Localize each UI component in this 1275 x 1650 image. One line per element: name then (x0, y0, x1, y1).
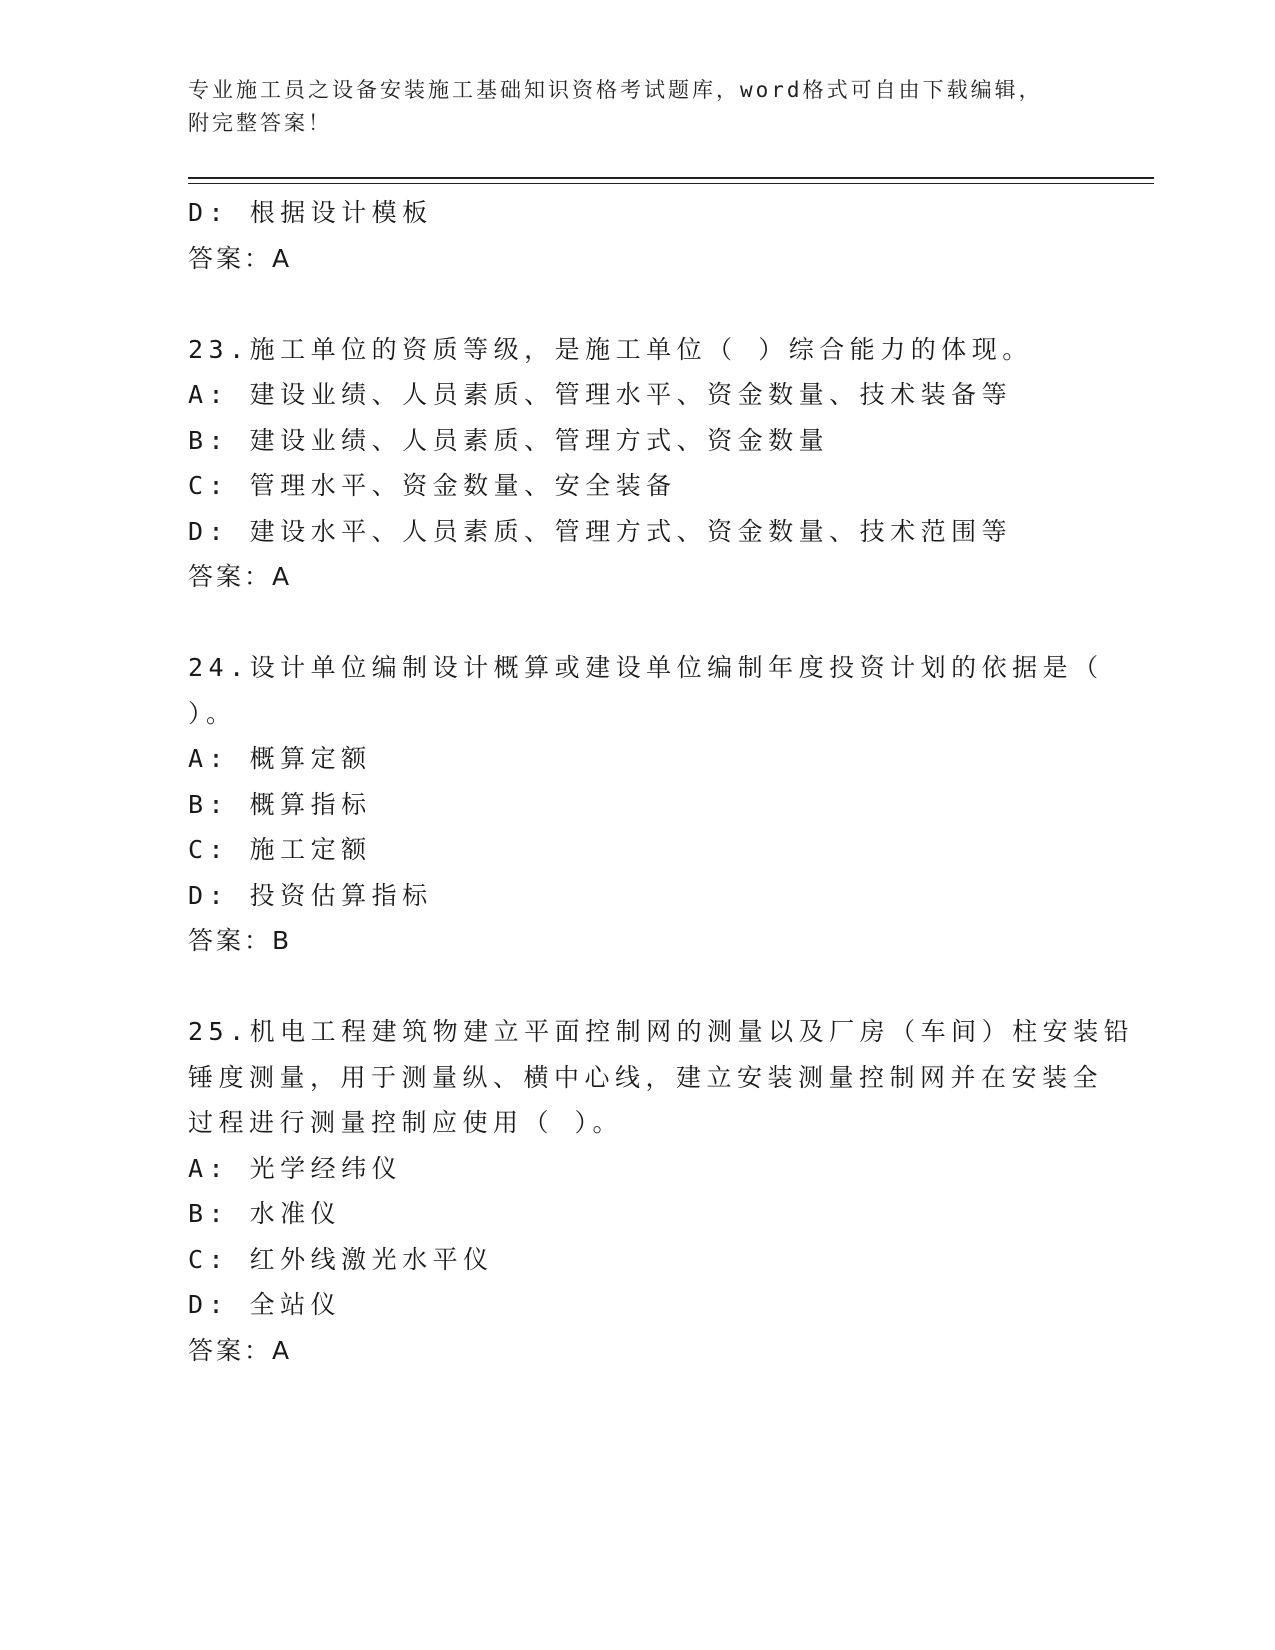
answer-line: 答案：A (188, 1335, 293, 1365)
spacer (188, 964, 1088, 1010)
option-c: C: 管理水平、资金数量、安全装备 (188, 471, 677, 500)
question-stem-line: 锤度测量，用于测量纵、横中心线，建立安装测量控制网并在安装全 (188, 1062, 1104, 1092)
option-d: D: 投资估算指标 (188, 880, 433, 910)
question-stem-line: ）。 (188, 698, 237, 728)
option-b: B: 概算指标 (188, 789, 372, 819)
spacer (188, 281, 1088, 327)
header-divider-thin (188, 183, 1154, 184)
question-25 (188, 1009, 1135, 1373)
previous-question-tail (188, 190, 1088, 281)
option-a: A: 光学经纬仪 (188, 1153, 403, 1183)
option-d: D: 全站仪 (188, 1290, 342, 1319)
option-d: D: 根据设计模板 (188, 198, 433, 227)
option-d: D: 建设水平、人员素质、管理方式、资金数量、技术范围等 (188, 516, 1013, 546)
answer-line: 答案：A (188, 562, 293, 591)
option-b: B: 建设业绩、人员素质、管理方式、资金数量 (188, 425, 830, 455)
option-a: A: 建设业绩、人员素质、管理水平、资金数量、技术装备等 (188, 380, 1013, 409)
spacer (188, 600, 1088, 646)
question-stem-line: 过程进行测量控制应使用（ ）。 (188, 1108, 624, 1137)
option-c: C: 施工定额 (188, 835, 372, 864)
option-c: C: 红外线激光水平仪 (188, 1244, 494, 1274)
question-23 (188, 327, 1088, 600)
question-stem-line: 25.机电工程建筑物建立平面控制网的测量以及厂房（车间）柱安装铅 (188, 1017, 1135, 1046)
question-list (188, 190, 1135, 1373)
document-header (188, 74, 1068, 140)
question-stem-line: 23.施工单位的资质等级，是施工单位（ ）综合能力的体现。 (188, 334, 1033, 364)
header-line-1: 专业施工员之设备安装施工基础知识资格考试题库，word格式可自由下载编辑， (188, 78, 1043, 102)
answer-line: 答案：B (188, 926, 293, 955)
header-divider-thick (188, 177, 1154, 179)
question-stem-line: 24.设计单位编制设计概算或建设单位编制年度投资计划的依据是（ (188, 653, 1104, 682)
option-a: A: 概算定额 (188, 744, 372, 773)
header-line-2: 附完整答案！ (188, 111, 332, 135)
answer-line: 答案：A (188, 243, 293, 273)
question-24 (188, 645, 1104, 964)
option-b: B: 水准仪 (188, 1199, 342, 1228)
